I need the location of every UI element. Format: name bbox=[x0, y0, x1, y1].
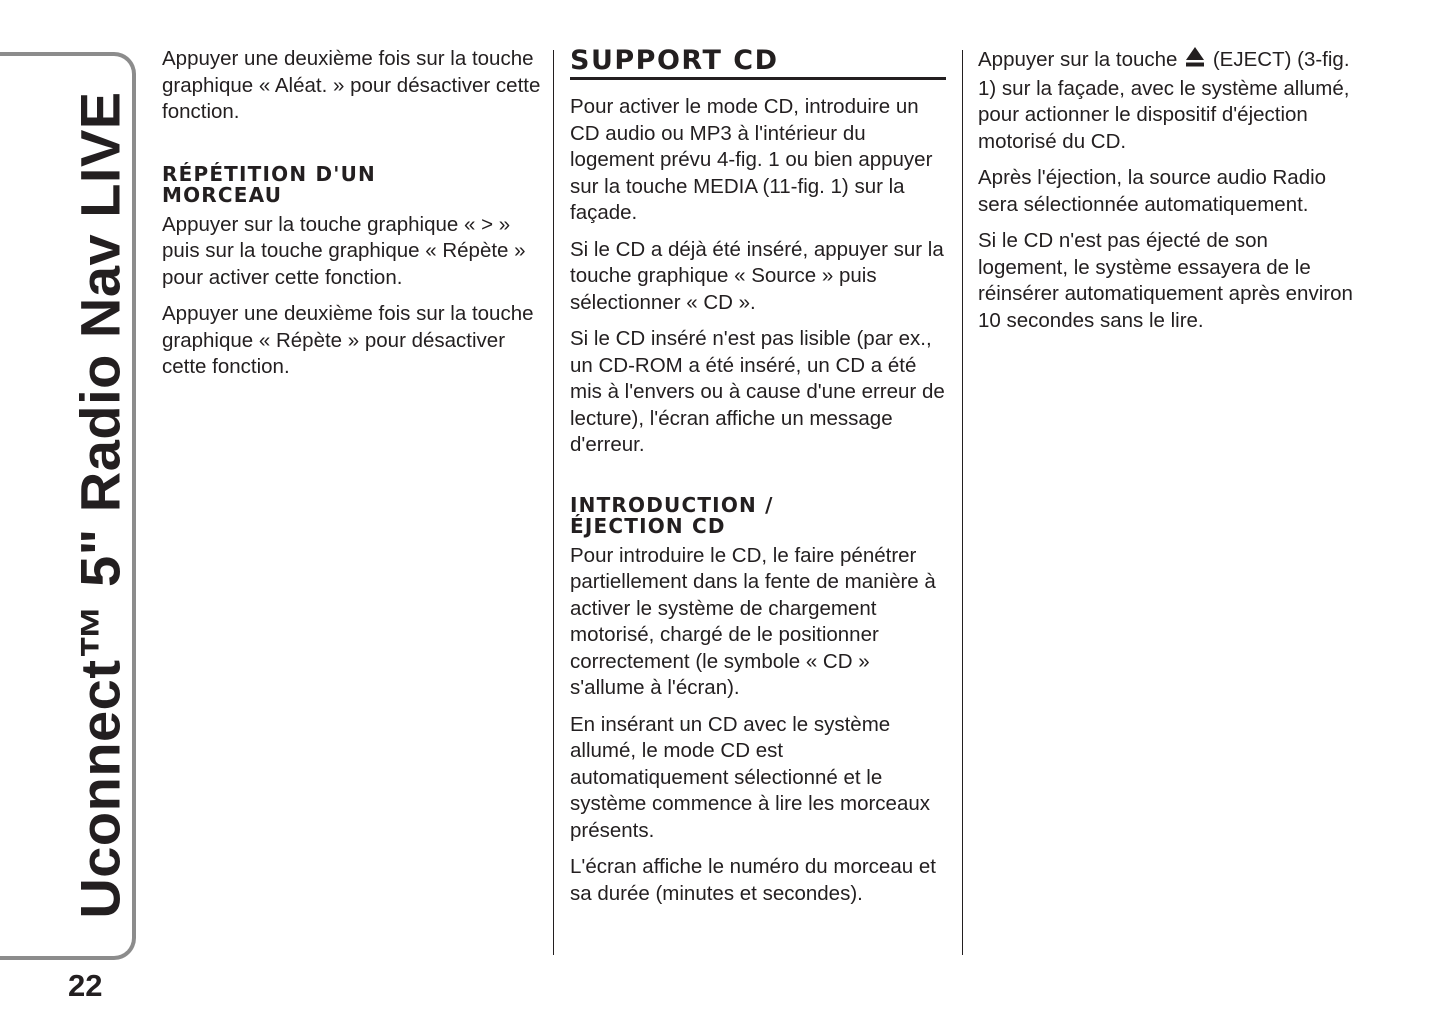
column-divider bbox=[962, 50, 963, 955]
subheading-block bbox=[162, 161, 542, 207]
subheading-line: RÉPÉTITION D'UN bbox=[162, 161, 376, 186]
paragraph: Appuyer une deuxième fois sur la touche graphique « Répète » pour désactiver cette fonction. bbox=[162, 302, 534, 378]
subheading-line: MORCEAU bbox=[162, 182, 283, 207]
section-title: SUPPORT CD bbox=[570, 46, 946, 80]
paragraph: Pour activer le mode CD, introduire un CD audio ou MP3 à l'intérieur du logement prévu 4-fig. 1 ou bien appuyer sur la touche MEDIA (11-fig. 1) sur la façade. bbox=[570, 95, 933, 224]
column-divider bbox=[553, 50, 554, 955]
subheading-line: ÉJECTION CD bbox=[570, 513, 726, 538]
text-run: (EJECT) (3-fig. 1) sur la façade, avec le système allumé, pour actionner le dispositif d'éjection motorisé du CD. bbox=[978, 48, 1350, 153]
subheading-line: INTRODUCTION / bbox=[570, 492, 774, 517]
paragraph: Pour introduire le CD, le faire pénétrer partiellement dans la fente de manière à activer le système de chargement motorisé, chargé de le positionner correctement (le symbole « CD » s'allume à l'écran). bbox=[570, 543, 936, 699]
paragraph: Si le CD n'est pas éjecté de son logement, le système essayera de le réinsérer automatiquement après environ 10 secondes sans le lire. bbox=[978, 229, 1353, 332]
subheading-block bbox=[570, 492, 946, 538]
paragraph: En insérant un CD avec le système allumé, le mode CD est automatiquement sélectionné et le système commence à lire les morceaux présents. bbox=[570, 712, 931, 842]
paragraph: Appuyer sur la touche graphique « > » puis sur la touche graphique « Répète » pour activer cette fonction. bbox=[162, 212, 526, 289]
column-right bbox=[978, 46, 1358, 344]
eject-icon bbox=[1185, 46, 1205, 76]
chapter-title: Uconnect™ 5" Radio Nav LIVE bbox=[68, 91, 132, 919]
paragraph bbox=[978, 46, 1358, 155]
subheading bbox=[570, 492, 946, 538]
paragraph: Si le CD inséré n'est pas lisible (par ex., un CD-ROM a été inséré, un CD a été mis à l'envers ou à cause d'une erreur de lecture), l'écran affiche un message d'erreur. bbox=[570, 327, 945, 456]
text-run: Appuyer sur la touche bbox=[978, 48, 1178, 71]
paragraph: Si le CD a déjà été inséré, appuyer sur la touche graphique « Source » puis sélectionner « CD ». bbox=[570, 237, 944, 314]
column-left bbox=[162, 46, 542, 391]
paragraph: Appuyer une deuxième fois sur la touche graphique « Aléat. » pour désactiver cette fonction. bbox=[162, 47, 541, 123]
paragraph: L'écran affiche le numéro du morceau et sa durée (minutes et secondes). bbox=[570, 855, 936, 905]
column-middle bbox=[570, 46, 946, 917]
paragraph: Après l'éjection, la source audio Radio sera sélectionnée automatiquement. bbox=[978, 166, 1327, 216]
subheading bbox=[162, 161, 542, 207]
page-number: 22 bbox=[68, 968, 103, 1003]
